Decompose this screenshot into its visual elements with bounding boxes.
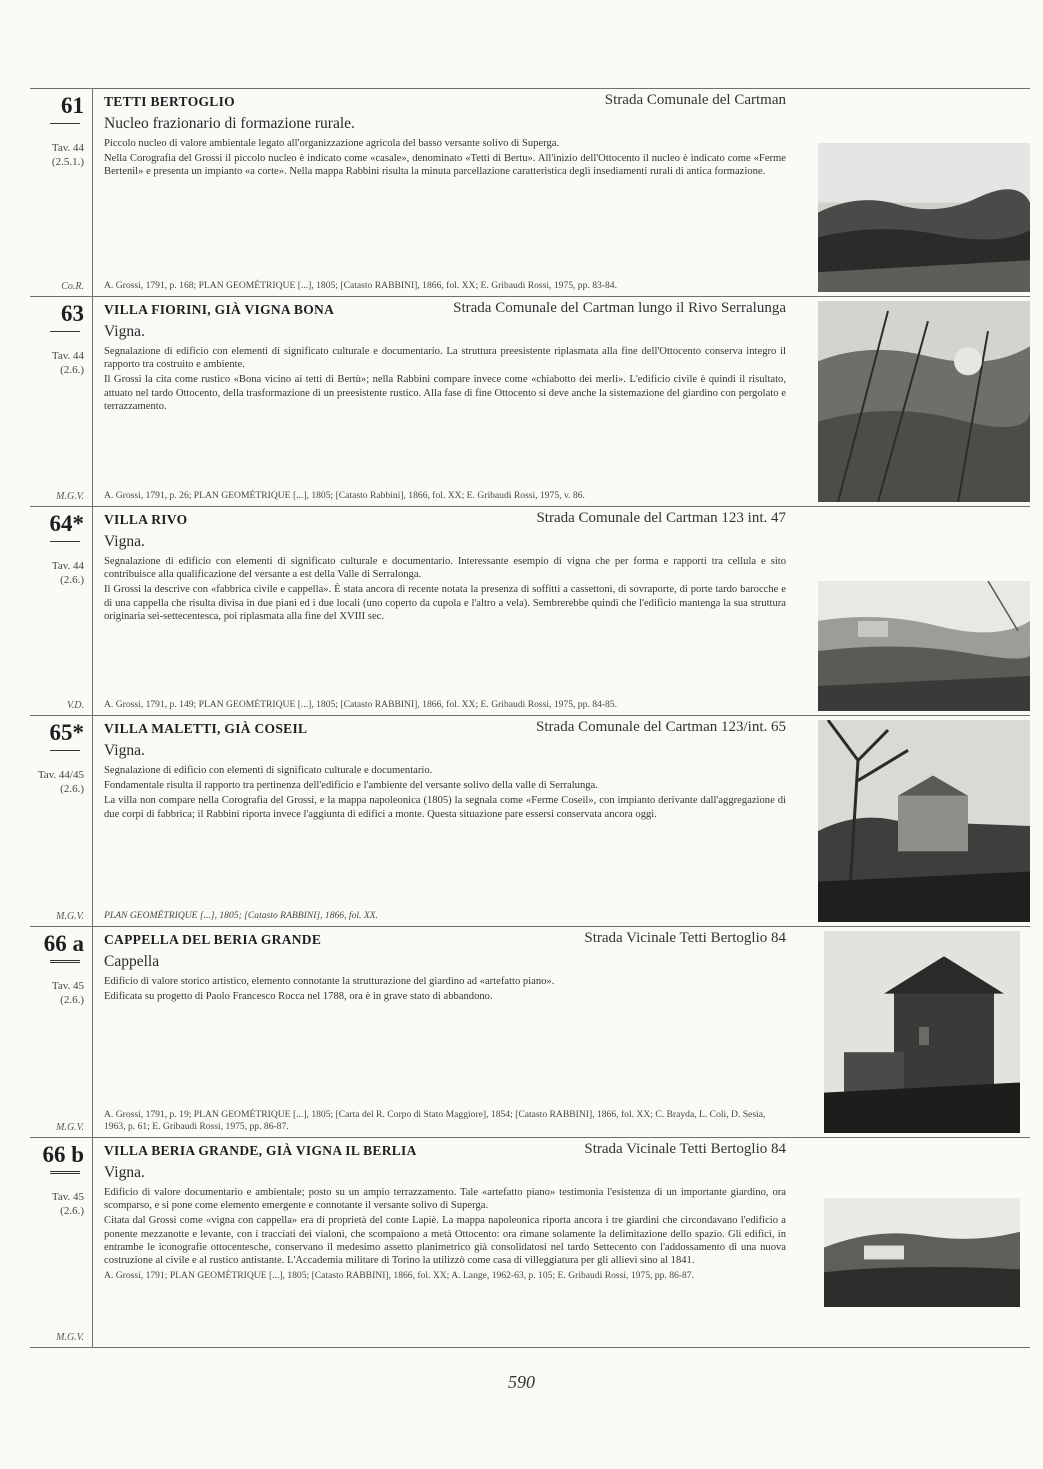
entry-63 <box>30 296 1030 506</box>
villa-photo-icon <box>818 720 1030 922</box>
entry-61 <box>30 88 1030 296</box>
entry-paragraph: La villa non compare nella Corografia del Grossi, e la mappa napoleonica (1805) la segnala come «Ferme Coseil», con impianto derivante dall'aggregazione di due corpi di fabbrica; il Rabbini riporta invece l'aggiunta di edifici a monte. Questa situazione pare essersi conservata ancora oggi. <box>104 795 786 820</box>
entry-address: Strada Comunale del Cartman lungo il Rivo Serralunga <box>453 300 786 316</box>
entry-sidebar <box>30 1138 93 1347</box>
title-row <box>104 300 786 322</box>
plate-code: (2.6.) <box>60 783 84 795</box>
entry-paragraph: Nella Corografia del Grossi il piccolo nucleo è indicato come «casale», denominato «Tetti di Bertu». All'inizio dell'Ottocento il nucleo è indicato come «Ferme Bertenil» e presenta un impianto «a corte». Nella mappa Rabbini risulta la minuta parcellazione caratteristica degli insediamenti rurali di antica formazione. <box>104 153 786 178</box>
photo-image <box>818 143 1030 292</box>
entry-category: Cappella <box>104 953 160 970</box>
entry-sidebar <box>30 927 93 1137</box>
entry-paragraph: Il Grossi la descrive con «fabbrica civile e cappella». È stata ancora di recente notata la presenza di soffitti a cassettoni, di sovraporte, di porte tardo barocche e di una cappella che risulta divisa in due piani ed i due locali (uno coperto da cupola e l'altro a vela). Sembrerebbe quindi che l'edificio mantenga la sua struttura originaria sei-settecentesca, poi riplasmata alla fine del XVIII sec. <box>104 584 786 622</box>
number-underline <box>50 750 80 751</box>
plate-reference <box>38 768 84 796</box>
bibliography: A. Grossi, 1791; PLAN GEOMÉTRIQUE [...], 1805; [Catasto RABBINI], 1866, fol. XX; A. Lange, 1962-63, p. 105; E. Gribaudi Rossi, 1975, pp. 86-87. <box>104 1270 694 1282</box>
entry-category: Nucleo frazionario di formazione rurale. <box>104 115 355 132</box>
entry-66b <box>30 1137 1030 1348</box>
plate-label: Tav. 44 <box>51 560 84 572</box>
entry-title: VILLA FIORINI, GIÀ VIGNA BONA <box>104 302 335 317</box>
entry-title: VILLA BERIA GRANDE, GIÀ VIGNA IL BERLIA <box>104 1143 417 1158</box>
plate-label: Tav. 44/45 <box>37 769 84 781</box>
entry-paragraph: Edificio di valore documentario e ambientale; posto su un ampio terrazzamento. Tale «artefatto piano» testimonia l'esistenza di un importante giardino, ora scomparso, e si pone come elemento emergente e connotante il versante solivo di Superga. <box>104 1187 786 1212</box>
author-initials: M.G.V. <box>56 1332 84 1343</box>
bibliography: A. Grossi, 1791, p. 19; PLAN GEOMÉTRIQUE [...], 1805; [Carta del R. Corpo di Stato Maggiore], 1854; [Catasto RABBINI], 1866, fol. XX; C. Brayda, L. Coli, D. Sesia, 1963, p. 61; E. Gribaudi Rossi, 1975, pp. 86-87. <box>104 1109 766 1132</box>
garden-photo-icon <box>818 301 1030 502</box>
entry-address: Strada Comunale del Cartman 123/int. 65 <box>536 719 786 735</box>
entry-body <box>104 89 786 296</box>
entry-paragraph: Segnalazione di edificio con elementi di significato culturale e documentario. <box>104 765 433 776</box>
plate-code: (2.6.) <box>60 1205 84 1217</box>
plate-reference <box>52 349 84 377</box>
entry-number: 65* <box>49 720 84 745</box>
plate-label: Tav. 44 <box>51 142 84 154</box>
entry-sidebar <box>30 507 93 715</box>
plate-label: Tav. 44 <box>51 350 84 362</box>
entry-65 <box>30 715 1030 926</box>
plate-label: Tav. 45 <box>51 1191 84 1203</box>
entry-title: CAPPELLA DEL BERIA GRANDE <box>104 932 322 947</box>
plate-code: (2.6.) <box>60 574 84 586</box>
entry-address: Strada Vicinale Tetti Bertoglio 84 <box>584 930 786 946</box>
entry-body <box>104 1138 786 1347</box>
photo-image <box>824 1198 1020 1307</box>
entry-number: 66 b <box>42 1142 84 1167</box>
entry-category: Vigna. <box>104 1164 145 1181</box>
hillside-photo-icon <box>818 581 1030 711</box>
entry-body <box>104 716 786 926</box>
entry-sidebar <box>30 89 93 296</box>
bibliography: A. Grossi, 1791, p. 26; PLAN GEOMÉTRIQUE [...], 1805; [Catasto Rabbini], 1866, fol. XX; E. Gribaudi Rossi, 1975, v. 86. <box>104 490 585 501</box>
author-initials: M.G.V. <box>56 1122 84 1133</box>
entry-address: Strada Comunale del Cartman 123 int. 47 <box>536 510 786 526</box>
title-row <box>104 92 786 114</box>
plate-reference <box>52 979 84 1007</box>
landscape-photo-icon <box>818 143 1030 292</box>
plate-code: (2.6.) <box>60 364 84 376</box>
title-row <box>104 1141 786 1163</box>
number-underline <box>50 1171 80 1174</box>
entry-number: 61 <box>61 93 84 118</box>
entry-paragraph: Segnalazione di edificio con elementi di significato culturale e documentario. Interessante esempio di vigna che per forma e rapporti tra cellula e sito contribuisce alla qualificazione del versante a est della Valle di Serralonga. <box>104 556 786 581</box>
author-initials: V.D. <box>66 700 84 711</box>
photo-image <box>824 931 1020 1133</box>
entry-title: VILLA MALETTI, GIÀ COSEIL <box>104 721 308 736</box>
entry-number: 63 <box>61 301 84 326</box>
entry-66a <box>30 926 1030 1137</box>
plate-reference <box>52 559 84 587</box>
number-underline <box>50 331 80 332</box>
title-row <box>104 510 786 532</box>
author-initials: M.G.V. <box>56 911 84 922</box>
entry-category: Vigna. <box>104 323 145 340</box>
number-underline <box>50 960 80 963</box>
page-number: 590 <box>508 1372 535 1392</box>
plate-label: Tav. 45 <box>51 980 84 992</box>
entry-address: Strada Comunale del Cartman <box>604 92 786 108</box>
photo-image <box>818 720 1030 922</box>
entry-title: TETTI BERTOGLIO <box>104 94 235 109</box>
chapel-photo-icon <box>824 931 1020 1133</box>
author-initials: M.G.V. <box>56 491 84 502</box>
distant-villa-photo-icon <box>824 1198 1020 1307</box>
entry-paragraph: Il Grossi la cita come rustico «Bona vicino ai tetti di Bertù»; nella Rabbini compare invece come «chiabotto dei merli». L'edificio civile è quindi il risultato, attuato nel tardo Ottocento, della trasformazione di un preesistente rustico. Alla fase di fine Ottocento si deve anche la sistemazione del giardino con pergolato e terrazzamento. <box>104 374 786 412</box>
entry-body <box>104 507 786 715</box>
bibliography: A. Grossi, 1791, p. 149; PLAN GEOMÉTRIQUE [...], 1805; [Catasto RABBINI], 1866, fol. XX; E. Gribaudi Rossi, 1975, pp. 84-85. <box>104 699 617 710</box>
plate-reference <box>52 141 84 169</box>
plate-reference <box>52 1190 84 1218</box>
entry-paragraph: Citata dal Grossi come «vigna con cappella» era di proprietà del conte Lapiè. La mappa napoleonica riporta ancora i tre giardini che circondavano l'edificio a ponente mezzanotte e levante, con i tracciati dei vialoni, che scompaiono a metà Ottocento: ora rimane solamente la delimitazione dello spazio. Gli edifici, in entrambe le iconografie ottocentesche, conservano il medesimo assetto planimetrico già consolidatosi nel tardo Settecento con l'addossamento di una nuova costruzione al civile e al rustico antistante. L'Accademia militare di Torino la utilizzò come casa di villeggiatura per gli allievi sino al 1841. <box>104 1215 786 1267</box>
entry-sidebar <box>30 716 93 926</box>
entry-sidebar <box>30 297 93 506</box>
catalogue-sheet <box>30 88 1030 1348</box>
entry-paragraph: Edificio di valore storico artistico, elemento connotante la strutturazione del giardino ad «artefatto piano». <box>104 976 555 987</box>
entry-category: Vigna. <box>104 533 145 550</box>
entry-category: Vigna. <box>104 742 145 759</box>
entry-number: 64* <box>49 511 84 536</box>
entry-paragraph: Fondamentale risulta il rapporto tra pertinenza dell'edificio e l'ambiente del versante solivo della valle di Serralunga. <box>104 780 598 792</box>
entry-paragraph: Piccolo nucleo di valore ambientale legato all'organizzazione agricola del basso versante solivo di Superga. <box>104 138 560 149</box>
title-row <box>104 930 786 952</box>
entry-paragraph: Edificata su progetto di Paolo Francesco Rocca nel 1788, ora è in grave stato di abbandono. <box>104 991 493 1003</box>
number-underline <box>50 123 80 124</box>
plate-code: (2.5.1.) <box>51 156 84 168</box>
photo-image <box>818 581 1030 711</box>
entry-number: 66 a <box>43 931 84 956</box>
title-row <box>104 719 786 741</box>
entry-paragraph: Segnalazione di edificio con elementi di significato culturale e documentario. La struttura preesistente riplasmata alla fine dell'Ottocento conserva integro il rapporto tra costruito e ambiente. <box>104 346 786 371</box>
bibliography: PLAN GEOMÉTRIQUE [...], 1805; [Catasto RABBINI], 1866, fol. XX. <box>104 910 378 921</box>
entry-address: Strada Vicinale Tetti Bertoglio 84 <box>584 1141 786 1157</box>
bibliography: A. Grossi, 1791, p. 168; PLAN GEOMÉTRIQUE [...], 1805; [Catasto RABBINI], 1866, fol. XX; E. Gribaudi Rossi, 1975, pp. 83-84. <box>104 280 617 291</box>
entry-body <box>104 297 786 506</box>
entry-64 <box>30 506 1030 715</box>
number-underline <box>50 541 80 542</box>
plate-code: (2.6.) <box>60 994 84 1006</box>
photo-image <box>818 301 1030 502</box>
entry-title: VILLA RIVO <box>104 512 188 527</box>
entry-body <box>104 927 786 1137</box>
author-initials: Co.R. <box>61 281 84 292</box>
